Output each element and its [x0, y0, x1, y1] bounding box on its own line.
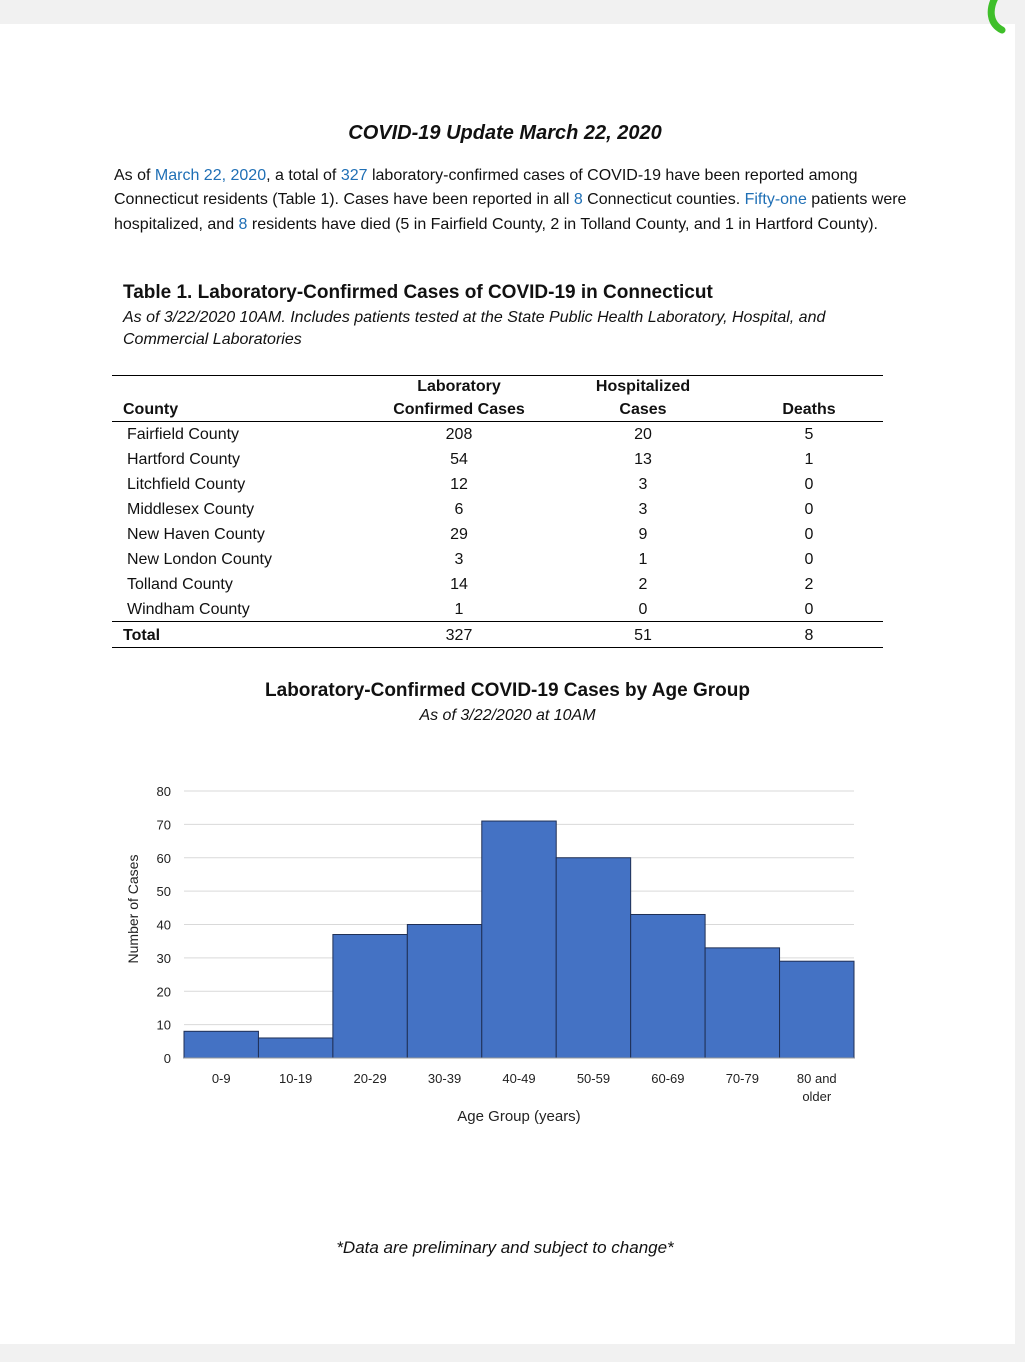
intro-county-count: 8: [573, 191, 583, 209]
intro-hospitalized: Fifty-one: [744, 191, 807, 209]
deaths-cell: 0: [804, 551, 814, 568]
x-tick-label: 20-29: [353, 1071, 387, 1086]
intro-date: March 22, 2020: [154, 167, 267, 184]
y-tick-label: 20: [156, 984, 171, 1000]
deaths-cell: 5: [804, 426, 814, 443]
cases-cell: 3: [454, 551, 464, 568]
cases-cell: 208: [445, 426, 473, 443]
deaths-cell: 1: [804, 451, 814, 468]
x-tick-label: 0-9: [211, 1071, 231, 1086]
hospitalized-cell: 0: [638, 601, 648, 618]
x-tick-label: 10-19: [279, 1071, 313, 1086]
x-axis-title: Age Group (years): [457, 1108, 581, 1125]
table-subtitle: As of 3/22/2020 10AM. Includes patients tested at the State Public Health Laboratory, Hospital, and Commercial Laboratories: [123, 309, 826, 348]
x-tick-label: 70-79: [725, 1071, 759, 1086]
x-tick-label: 30-39: [427, 1071, 462, 1086]
header-lab-line1: Laboratory: [417, 378, 501, 395]
intro-text: , a total of: [266, 167, 341, 184]
y-axis-title: Number of Cases: [125, 854, 141, 964]
y-tick-label: 40: [156, 917, 171, 933]
header-hosp-line1: Hospitalized: [595, 378, 691, 395]
county-cell: Windham County: [127, 601, 250, 618]
cases-cell: 14: [450, 576, 468, 593]
cases-cell: 54: [450, 451, 468, 468]
intro-total: 327: [340, 167, 368, 184]
y-tick-label: 30: [156, 950, 171, 966]
bar: [184, 1031, 258, 1058]
y-tick-label: 80: [156, 784, 171, 799]
x-tick-label: 50-59: [576, 1071, 611, 1086]
footer-note: *Data are preliminary and subject to change*: [336, 1238, 674, 1257]
county-cell: Fairfield County: [127, 426, 240, 443]
bar: [556, 858, 630, 1058]
deaths-cell: 0: [804, 601, 814, 618]
intro-text: patients were hospitalized, and: [114, 191, 907, 233]
x-tick-label: 40-49: [502, 1071, 536, 1086]
county-cell: Middlesex County: [127, 501, 255, 518]
county-cell: Hartford County: [127, 451, 240, 468]
bar: [258, 1038, 332, 1058]
header-lab-line2: Confirmed Cases: [393, 401, 525, 418]
y-tick-label: 0: [163, 1051, 171, 1066]
intro-deaths: 8: [238, 215, 248, 233]
total-label: Total: [123, 627, 161, 644]
y-tick-label: 70: [156, 817, 171, 833]
bar: [631, 914, 705, 1058]
intro-text: laboratory-confirmed cases of COVID-19 have been reported among Connecticut residents (Table 1). Cases have been reported in all: [114, 167, 858, 209]
cases-cell: 12: [450, 476, 468, 493]
bar: [482, 821, 556, 1058]
deaths-cell: 0: [804, 476, 814, 493]
cases-cell: 29: [450, 526, 468, 543]
hospitalized-cell: 20: [634, 426, 652, 443]
county-cell: Litchfield County: [127, 476, 246, 493]
total-cases: 327: [445, 627, 473, 644]
table-title: Table 1. Laboratory-Confirmed Cases of COVID-19 in Connecticut: [123, 282, 713, 303]
chart-title: Laboratory-Confirmed COVID-19 Cases by Age Group: [265, 680, 750, 701]
intro-text: residents have died (5 in Fairfield County, 2 in Tolland County, and 1 in Hartford County).: [247, 215, 878, 233]
deaths-cell: 0: [804, 526, 814, 543]
hospitalized-cell: 2: [638, 576, 648, 593]
y-tick-label: 50: [156, 884, 171, 900]
county-cell: New Haven County: [127, 526, 265, 543]
hospitalized-cell: 3: [638, 476, 648, 493]
intro-text: Connecticut counties.: [582, 191, 745, 209]
header-deaths: Deaths: [782, 401, 836, 418]
hospitalized-cell: 9: [638, 526, 648, 543]
page-title: COVID-19 Update March 22, 2020: [348, 122, 662, 144]
cases-cell: 1: [454, 601, 464, 618]
x-tick-label: 80 and older: [796, 1071, 837, 1104]
intro-text: As of: [114, 167, 155, 184]
county-cell: New London County: [127, 551, 272, 568]
y-tick-label: 10: [156, 1017, 171, 1033]
cases-cell: 6: [454, 501, 464, 518]
deaths-cell: 0: [804, 501, 814, 518]
x-tick-label: 60-69: [651, 1071, 685, 1086]
chart-subtitle: As of 3/22/2020 at 10AM: [419, 707, 596, 724]
y-tick-label: 60: [156, 850, 171, 866]
deaths-cell: 2: [804, 576, 814, 593]
total-deaths: 8: [804, 627, 814, 644]
header-county: County: [123, 401, 179, 418]
bar: [780, 961, 854, 1058]
bar: [407, 925, 481, 1059]
header-hosp-line2: Cases: [619, 401, 667, 418]
hospitalized-cell: 13: [634, 451, 652, 468]
bar: [333, 935, 407, 1058]
bar: [705, 948, 779, 1058]
county-cell: Tolland County: [127, 576, 233, 593]
hospitalized-cell: 1: [638, 551, 648, 568]
total-hospitalized: 51: [634, 627, 652, 644]
hospitalized-cell: 3: [638, 501, 648, 518]
